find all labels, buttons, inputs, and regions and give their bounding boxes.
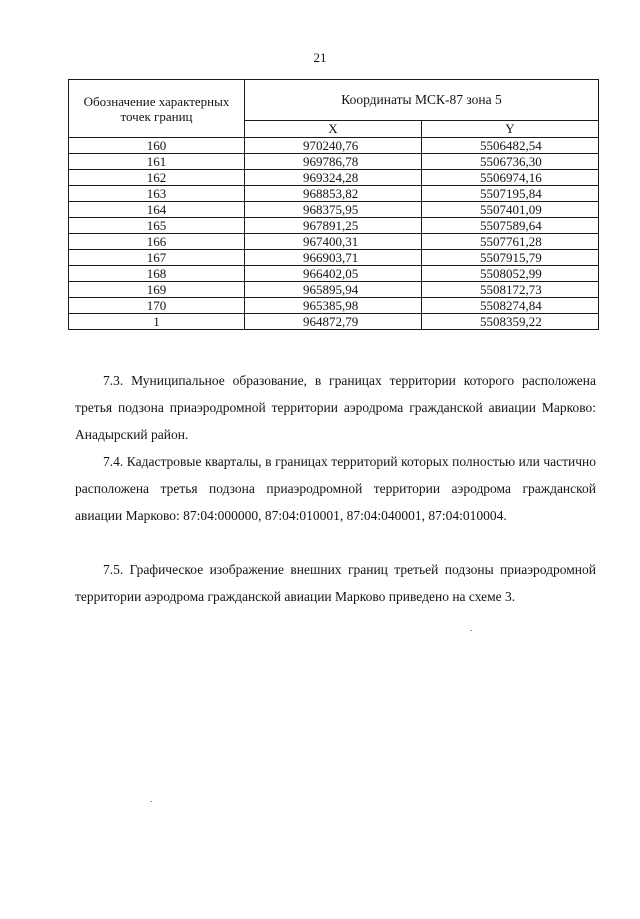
- table-row: [69, 282, 599, 298]
- y-cell: 5506974,16: [422, 170, 599, 186]
- x-cell: 966903,71: [245, 250, 422, 266]
- coordinates-table: [68, 79, 599, 330]
- x-cell: 965895,94: [245, 282, 422, 298]
- table-row: [69, 138, 599, 154]
- table-row: [69, 298, 599, 314]
- point-cell: 170: [69, 298, 245, 314]
- paragraph-7-5: [75, 556, 596, 610]
- scan-speck: [150, 801, 152, 802]
- x-cell: 968853,82: [245, 186, 422, 202]
- table-row: [69, 186, 599, 202]
- table-row: [69, 170, 599, 186]
- table-row: [69, 234, 599, 250]
- x-cell: 967400,31: [245, 234, 422, 250]
- x-cell: 967891,25: [245, 218, 422, 234]
- point-cell: 160: [69, 138, 245, 154]
- y-cell: 5507761,28: [422, 234, 599, 250]
- paragraph-7-3: [75, 367, 596, 448]
- point-cell: 165: [69, 218, 245, 234]
- x-cell: 969324,28: [245, 170, 422, 186]
- table-row: [69, 202, 599, 218]
- point-cell: 168: [69, 266, 245, 282]
- x-cell: 968375,95: [245, 202, 422, 218]
- point-cell: 162: [69, 170, 245, 186]
- y-cell: 5507195,84: [422, 186, 599, 202]
- page-number: 21: [313, 50, 327, 65]
- paragraph-7-4-text: 7.4. Кадастровые кварталы, в границах территорий которых полностью или частично расположена третья подзона приаэродромной территории аэродрома гражданской авиации Марково: 87:04:000000, 87:04:010001, 87:04:040001, 87:04:010004.: [75, 454, 596, 523]
- paragraph-7-4: [75, 448, 596, 529]
- y-cell: 5508052,99: [422, 266, 599, 282]
- paragraph-7-3-text: 7.3. Муниципальное образование, в границах территории которого расположена третья подзона приаэродромной территории аэродрома гражданской авиации Марково: Анадырский район.: [75, 373, 596, 442]
- y-cell: 5508274,84: [422, 298, 599, 314]
- y-cell: 5508172,73: [422, 282, 599, 298]
- table-body: [69, 138, 599, 330]
- x-cell: 969786,78: [245, 154, 422, 170]
- point-cell: 1: [69, 314, 245, 330]
- x-cell: 966402,05: [245, 266, 422, 282]
- y-cell: 5508359,22: [422, 314, 599, 330]
- table-row: [69, 250, 599, 266]
- point-cell: 167: [69, 250, 245, 266]
- x-column-header: X: [245, 121, 422, 138]
- y-cell: 5507915,79: [422, 250, 599, 266]
- y-cell: 5506482,54: [422, 138, 599, 154]
- point-cell: 161: [69, 154, 245, 170]
- x-cell: 965385,98: [245, 298, 422, 314]
- coordinates-header: Координаты МСК-87 зона 5: [245, 80, 599, 121]
- table-row: [69, 154, 599, 170]
- y-cell: 5506736,30: [422, 154, 599, 170]
- point-cell: 169: [69, 282, 245, 298]
- point-cell: 166: [69, 234, 245, 250]
- point-cell: 163: [69, 186, 245, 202]
- y-cell: 5507401,09: [422, 202, 599, 218]
- table-row: [69, 266, 599, 282]
- paragraph-7-5-text: 7.5. Графическое изображение внешних границ третьей подзоны приаэродромной территории аэродрома гражданской авиации Марково приведено на схеме 3.: [75, 562, 596, 604]
- designation-header: Обозначение характерных точек границ: [69, 80, 245, 138]
- y-cell: 5507589,64: [422, 218, 599, 234]
- x-cell: 964872,79: [245, 314, 422, 330]
- table-row: [69, 314, 599, 330]
- y-column-header: Y: [422, 121, 599, 138]
- point-cell: 164: [69, 202, 245, 218]
- x-cell: 970240,76: [245, 138, 422, 154]
- table-row: [69, 218, 599, 234]
- scan-speck: [470, 630, 472, 631]
